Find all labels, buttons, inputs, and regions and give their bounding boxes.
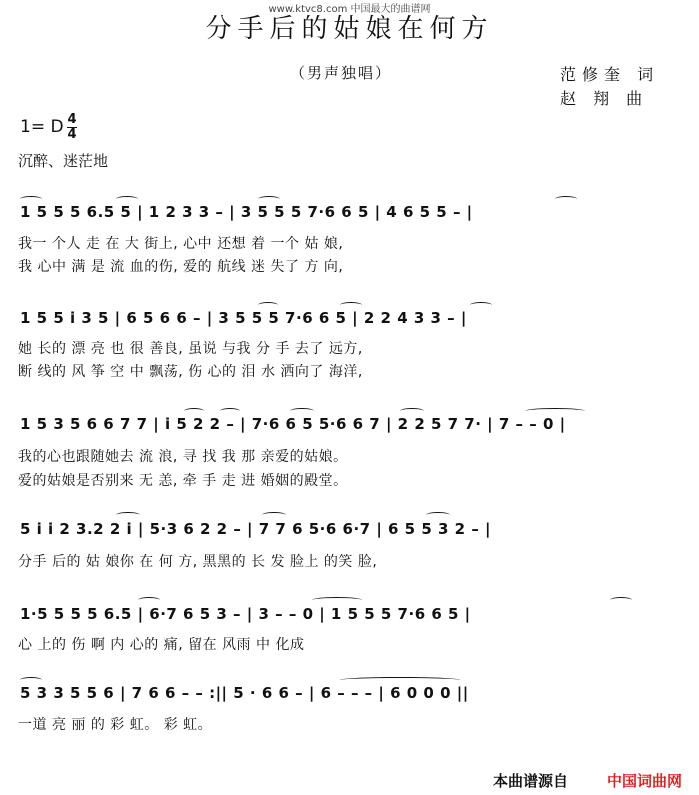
time-signature-top: 4: [67, 112, 77, 127]
lyrics-row-3-verse-1: 我的心也跟随她去 流 浪, 寻 找 我 那 亲爱的姑娘。: [18, 449, 348, 465]
slur: [20, 677, 42, 683]
lyrics-row-3-verse-2: 爱的姑娘是否别来 无 恙, 牵 手 走 进 婚姻的殿堂。: [18, 473, 348, 489]
lyrics-row-1-verse-2: 我 心中 满 是 流 血的伤, 爱的 航线 迷 失了 方 向,: [18, 259, 344, 275]
lyrics-row-5-verse-1: 心 上的 伤 啊 内 心的 痛, 留在 风雨 中 化成: [18, 637, 305, 653]
slur: [258, 196, 280, 202]
notation-row-6: 5 3 3 5 5 6 | 7 6 6 – – :|| 5 · 6 6 – | 6 – – – | 6 0 0 0 ||: [20, 684, 469, 702]
slur: [470, 302, 492, 308]
subtitle: （男声独唱）: [290, 64, 393, 82]
slur: [340, 302, 362, 308]
tie: [312, 597, 362, 603]
lyrics-row-4-verse-1: 分手 后的 姑 娘你 在 何 方, 黑黑的 长 发 脸上 的笑 脸,: [18, 554, 378, 570]
notation-row-2: 1 5 5 i 3 5 | 6 5 6 6 – | 3 5 5 5 7·6 6 5 | 2 2 4 3 3 – |: [20, 309, 467, 327]
time-signature: [67, 114, 77, 141]
footer-source-label: 本曲谱源自: [493, 772, 569, 790]
slur: [290, 408, 314, 414]
slur: [220, 408, 240, 414]
notation-row-3: 1 5 3 5 6 6 7 7 | i 5 2 2 – | 7·6 6 5 5·6 6 7 | 2 2 5 7 7· | 7 – – 0 |: [20, 415, 566, 433]
tie: [340, 677, 460, 683]
tempo-marking: 沉醉、迷茫地: [18, 152, 109, 170]
slur: [426, 512, 450, 518]
time-signature-bottom: 4: [67, 127, 77, 142]
song-title: 分手后的姑娘在何方: [205, 14, 494, 44]
slur: [20, 196, 42, 202]
slur: [116, 196, 138, 202]
lyrics-row-2-verse-2: 断 线的 风 筝 空 中 飘荡, 伤 心的 泪 水 洒向了 海洋,: [18, 364, 363, 380]
lyrics-row-6-verse-1: 一道 亮 丽 的 彩 虹。 彩 虹。: [18, 717, 213, 733]
key-signature: 1= D: [20, 117, 64, 137]
lyricist-credit: 范修奎 词: [560, 65, 660, 84]
lyrics-row-1-verse-1: 我一 个人 走 在 大 街上, 心中 还想 着 一个 姑 娘,: [18, 236, 344, 252]
slur: [138, 597, 160, 603]
slur: [116, 512, 140, 518]
notation-row-1: 1 5 5 5 6.5 5 | 1 2 3 3 – | 3 5 5 5 7·6 6 5 | 4 6 5 5 – |: [20, 203, 473, 221]
notation-row-5: 1·5 5 5 5 6.5 | 6·7 6 5 3 – | 3 – – 0 | 1 5 5 5 7·6 6 5 |: [20, 605, 471, 623]
slur: [262, 512, 286, 518]
watermark: www.ktvc8.com 中国最大的曲谱网: [268, 4, 431, 15]
lyrics-row-2-verse-1: 她 长的 漂 亮 也 很 善良, 虽说 与我 分 手 去了 远方,: [18, 341, 363, 357]
composer-credit: 赵 翔 曲: [560, 89, 649, 108]
slur: [258, 302, 278, 308]
notation-row-4: 5 i i 2 3.2 2 i | 5·3 6 2 2 – | 7 7 6 5·6 6·7 | 6 5 5 3 2 – |: [20, 520, 492, 538]
slur: [184, 408, 204, 414]
tie: [525, 408, 585, 414]
slur: [555, 196, 577, 202]
slur: [610, 597, 632, 603]
footer-site-link[interactable]: 中国词曲网: [607, 772, 683, 790]
slur: [400, 408, 424, 414]
